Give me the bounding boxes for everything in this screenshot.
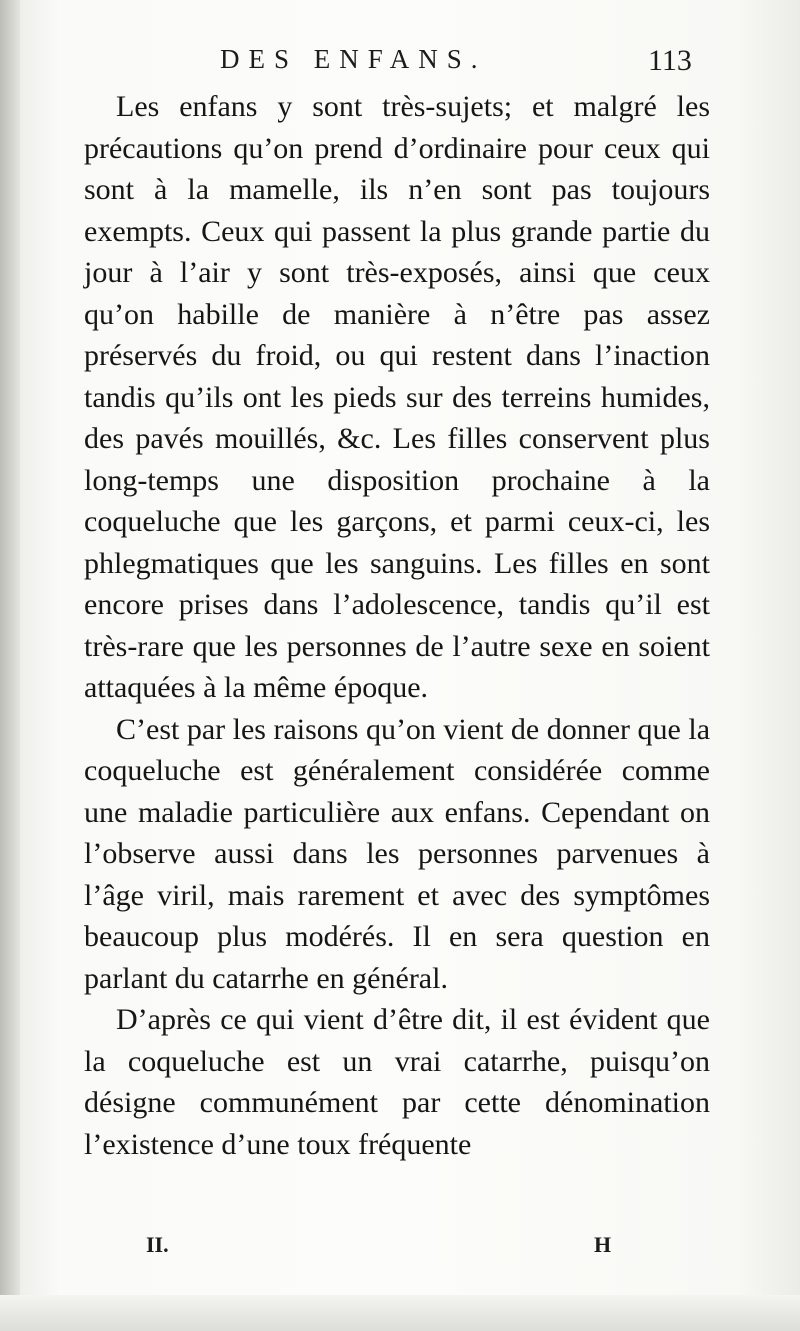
page-bottom-edge	[0, 1295, 800, 1331]
paragraph: D’après ce qui vient d’être dit, il est évident que la coqueluche est un vrai catarrhe, puisqu’on désigne communément par cette dénomination l’existence d’une toux fréquente	[84, 1003, 710, 1161]
volume-mark: II.	[146, 1232, 169, 1257]
page-number: 113	[648, 44, 692, 77]
running-title: DES ENFANS.	[220, 44, 487, 74]
signature-mark: H	[594, 1232, 612, 1257]
body-text	[84, 86, 710, 1165]
page-binding-edge	[0, 0, 20, 1331]
page-header	[0, 44, 800, 84]
paragraph: C’est par les raisons qu’on vient de donner que la coqueluche est généralement considérée comme une maladie particulière aux enfans. Cependant on l’observe aussi dans les personnes parvenues à l’âge viril, mais rarement et avec des symptômes beaucoup plus modérés. Il en sera question en parlant du catarrhe en général.	[84, 712, 711, 995]
paragraph: Les enfans y sont très-sujets; et malgré les précautions qu’on prend d’ordinaire pour ceux qui sont à la mamelle, ils n’en sont pas toujours exempts. Ceux qui passent la plus grande partie du jour à l’air y sont très-exposés, ainsi que ceux qu’on habille de manière à n’être pas assez préservés du froid, ou qui restent dans l’inaction tandis qu’ils ont les pieds sur des terreins humides, des pavés mouillés, &c. Les filles conservent plus long-temps une disposition prochaine à la coqueluche que les garçons, et parmi ceux-ci, les phlegmatiques que les sanguins. Les filles en sont encore prises dans l’adolescence, tandis qu’il est très-rare que les personnes de l’autre sexe en soient attaquées à la même époque.	[84, 90, 710, 704]
page-footer	[0, 1232, 800, 1262]
